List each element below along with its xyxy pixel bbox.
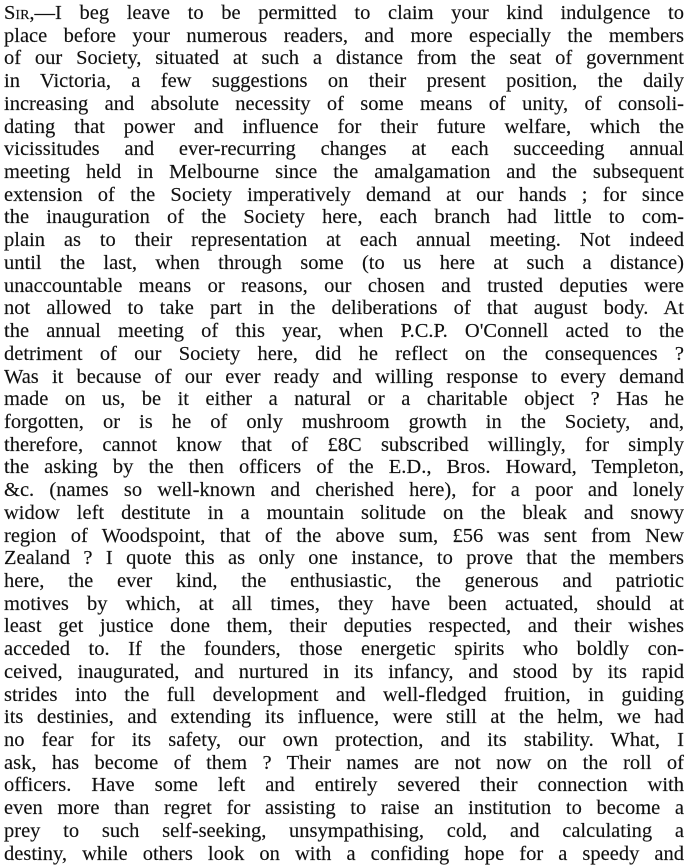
text-line: until the last, when through some (to us here at such a distance) [4, 251, 684, 274]
text-line: extension of the Society imperatively demand at our hands ; for since [4, 183, 684, 206]
letter-column [4, 2, 684, 865]
text-line: place before your numerous readers, and more especially the members [4, 24, 684, 47]
text-line: Was it because of our ever ready and willing response to every demand [4, 365, 684, 388]
text-line: in Victoria, a few suggestions on their present position, the daily [4, 70, 684, 93]
text-line: not allowed to take part in the deliberations of that august body. At [4, 297, 684, 320]
text-line: Zealand ? I quote this as only one instance, to prove that the members [4, 547, 684, 570]
text-line: unaccountable means or reasons, our chosen and trusted deputies were [4, 274, 684, 297]
text-line: acceded to. If the founders, those energetic spirits who boldly con- [4, 638, 684, 661]
text-line: the asking by the then officers of the E.D., Bros. Howard, Templeton, [4, 456, 684, 479]
text-line: strides into the full development and well-fledged fruition, in guiding [4, 683, 684, 706]
text-line: meeting held in Melbourne since the amalgamation and the subsequent [4, 161, 684, 184]
text-line: vicissitudes and ever-recurring changes at each succeeding annual [4, 138, 684, 161]
text-line: increasing and absolute necessity of some means of unity, of consoli- [4, 92, 684, 115]
text-line: widow left destitute in a mountain solitude on the bleak and snowy [4, 501, 684, 524]
text-line: the inauguration of the Society here, each branch had little to com- [4, 206, 684, 229]
text-line: dating that power and influence for their future welfare, which the [4, 115, 684, 138]
text-line: of our Society, situated at such a distance from the seat of government [4, 47, 684, 70]
text-line: least get justice done them, their deputies respected, and their wishes [4, 615, 684, 638]
text-line: its destinies, and extending its influence, were still at the helm, we had [4, 706, 684, 729]
text-line [4, 2, 684, 25]
text-line: made on us, be it either a natural or a charitable object ? Has he [4, 388, 684, 411]
text-line: region of Woodspoint, that of the above sum, £56 was sent from New [4, 524, 684, 547]
text-line: officers. Have some left and entirely severed their connection with [4, 774, 684, 797]
text-line: motives by which, at all times, they have been actuated, should at [4, 592, 684, 615]
text-line: ask, has become of them ? Their names are not now on the roll of [4, 751, 684, 774]
salutation: Sir, [4, 2, 35, 24]
text-line: prey to such self-seeking, unsympathising, cold, and calculating a [4, 819, 684, 842]
text-line: &c. (names so well-known and cherished here), for a poor and lonely [4, 479, 684, 502]
text-line: here, the ever kind, the enthusiastic, the generous and patriotic [4, 569, 684, 592]
text-line: detriment of our Society here, did he reflect on the consequences ? [4, 342, 684, 365]
text-line: no fear for its safety, our own protection, and its stability. What, I [4, 729, 684, 751]
text-line: therefore, cannot know that of £8C subscribed willingly, for simply [4, 433, 684, 456]
text-line: plain as to their representation at each annual meeting. Not indeed [4, 229, 684, 252]
text-line: forgotten, or is he of only mushroom growth in the Society, and, [4, 410, 684, 433]
text-line: the annual meeting of this year, when P.C.P. O'Connell acted to the [4, 320, 684, 343]
text-line: ceived, inaugurated, and nurtured in its infancy, and stood by its rapid [4, 660, 684, 683]
text-line: destiny, while others look on with a confiding hope for a speedy and [4, 842, 684, 865]
text-line-content: —I beg leave to be permitted to claim your kind indulgence to [34, 2, 684, 24]
text-line: even more than regret for assisting to raise an institution to become a [4, 797, 684, 820]
